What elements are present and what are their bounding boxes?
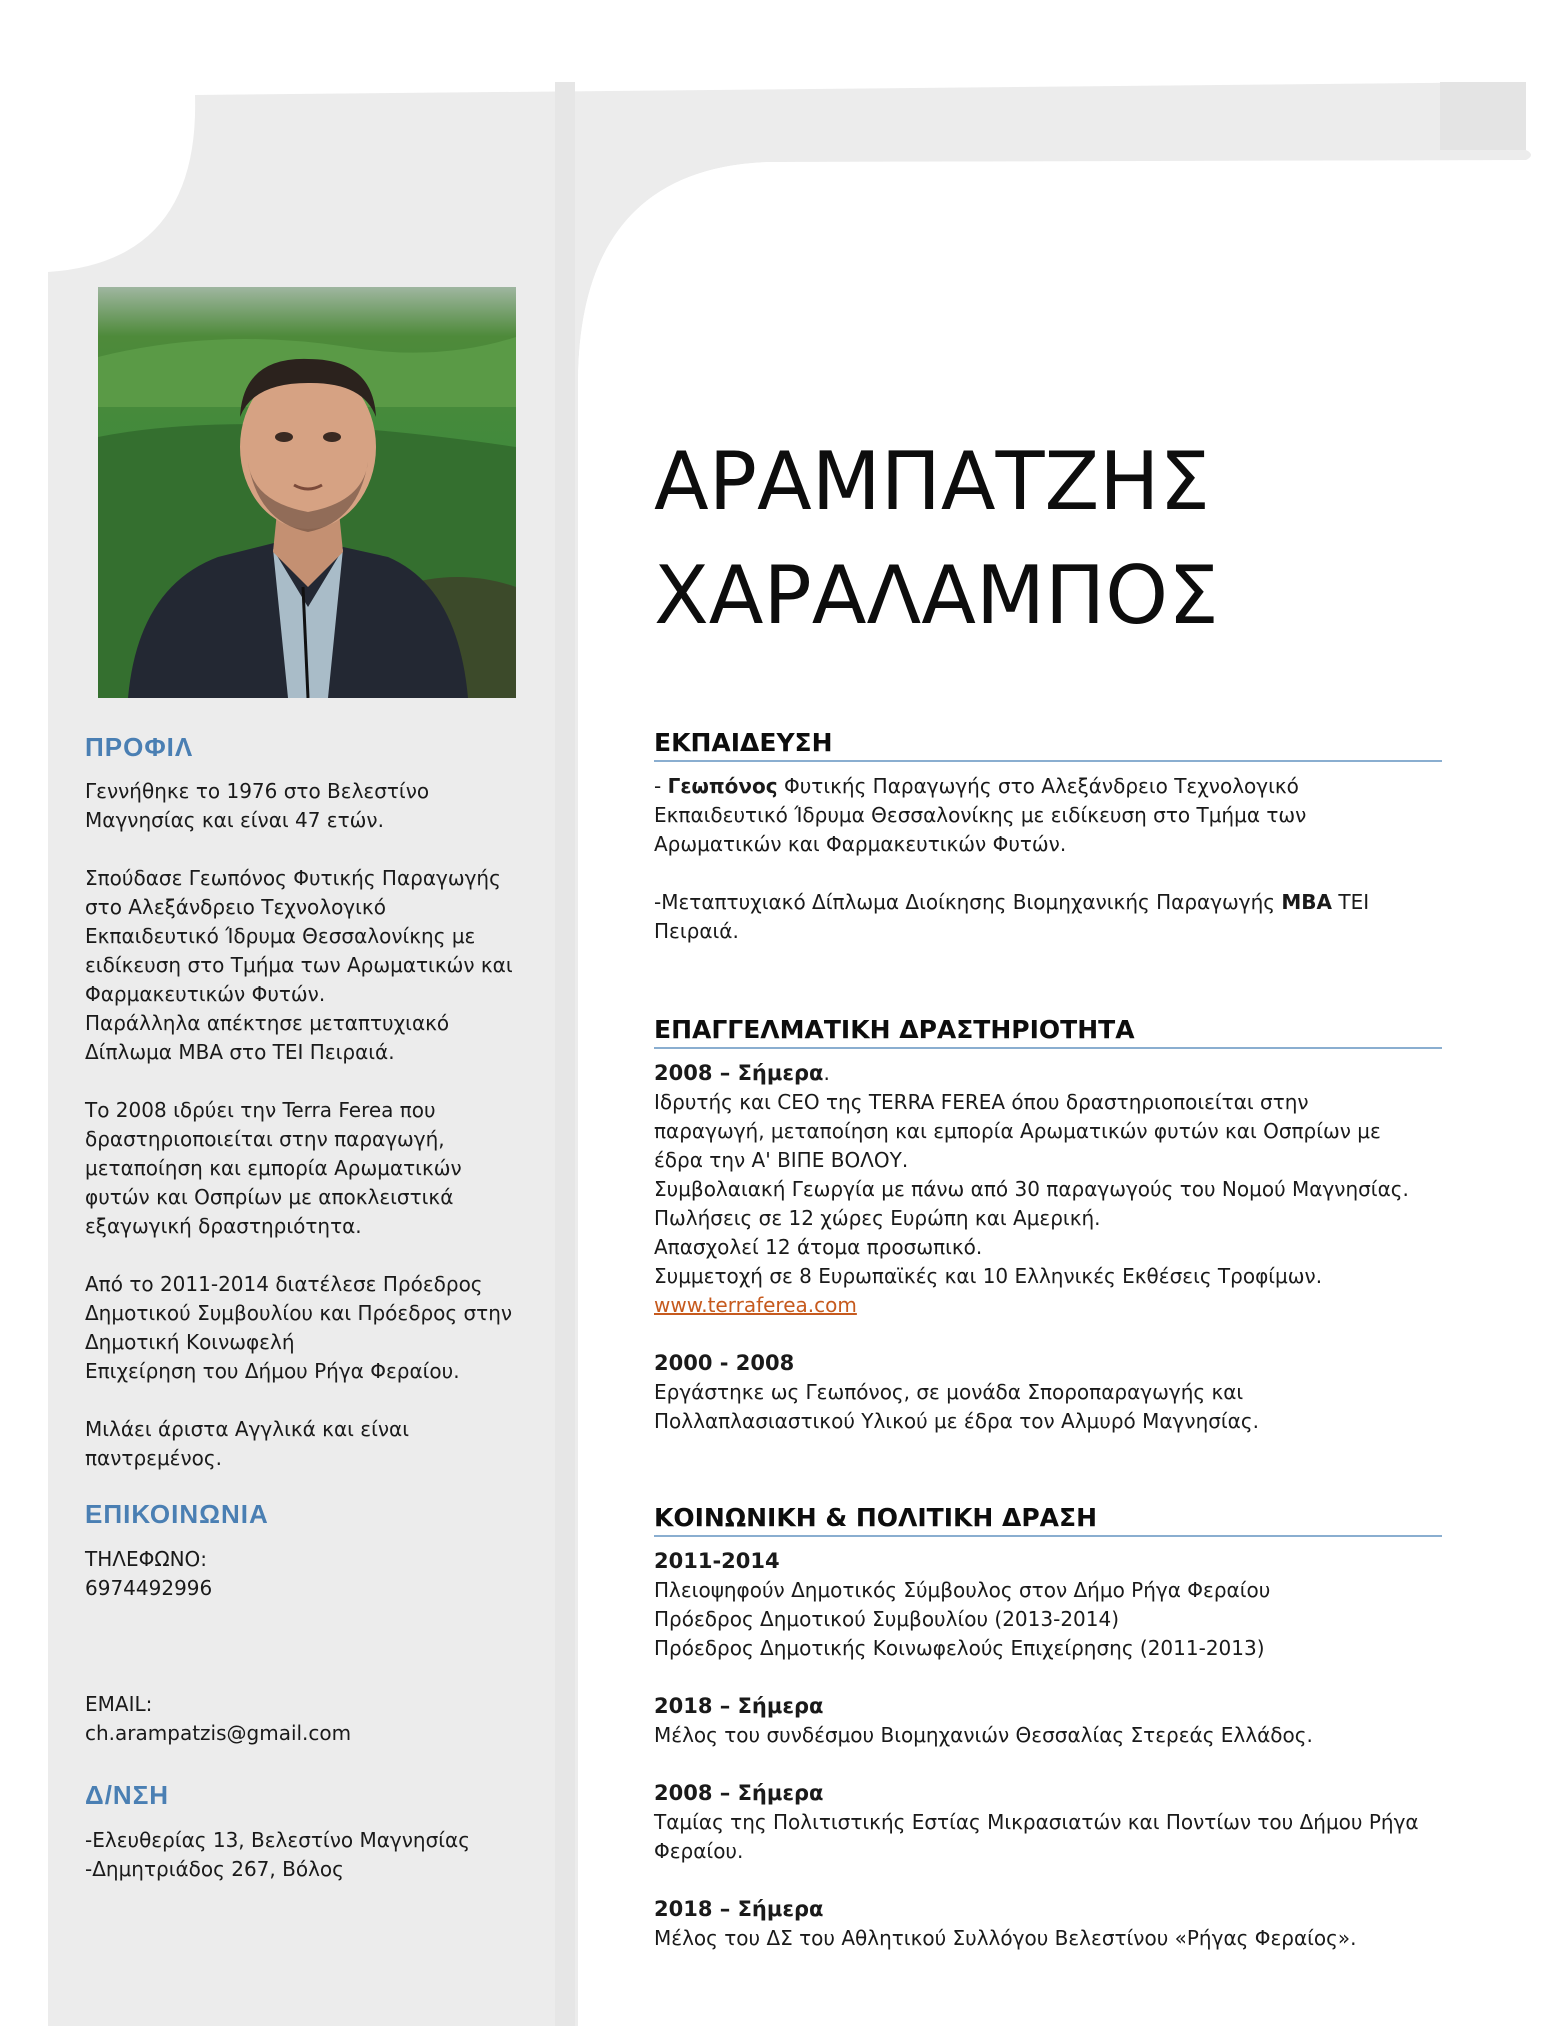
profile-line: παντρεμένος.	[85, 1446, 222, 1470]
profile-line: στο Αλεξάνδρειο Τεχνολογικό	[85, 895, 386, 919]
profile-line: Δίπλωμα MBA στο ΤΕΙ Πειραιά.	[85, 1040, 395, 1064]
job-line: Ιδρυτής και CEO της TERRA FEREA όπου δραστηριοποιείται στην	[654, 1090, 1309, 1114]
page-title	[654, 425, 1219, 653]
period-label: 2008 – Σήμερα	[654, 1061, 824, 1085]
education-item	[654, 888, 1442, 917]
social-line: Πλειοψηφούν Δημοτικός Σύμβουλος στον Δήμο Ρήγα Φεραίου	[654, 1578, 1271, 1602]
job-line: Πολλαπλασιαστικού Υλικού με έδρα τον Αλμυρό Μαγνησίας.	[654, 1409, 1259, 1433]
job-line: Πωλήσεις σε 12 χώρες Ευρώπη και Αμερική.	[654, 1206, 1101, 1230]
profile-photo	[98, 287, 516, 698]
job-line: Συμβολαιακή Γεωργία με πάνω από 30 παραγωγούς του Νομού Μαγνησίας.	[654, 1177, 1409, 1201]
education-body	[654, 772, 1442, 946]
profile-paragraph	[85, 1270, 555, 1386]
period-label: 2018 – Σήμερα	[654, 1897, 824, 1921]
job-line: παραγωγή, μεταποίηση και εμπορία Αρωματικών φυτών και Οσπρίων με	[654, 1119, 1381, 1143]
professional-section	[654, 1015, 1442, 1436]
professional-body	[654, 1059, 1442, 1436]
period-label: 2000 - 2008	[654, 1351, 795, 1375]
profile-text	[85, 777, 555, 1473]
profile-paragraph	[85, 864, 555, 1067]
education-text: Αρωματικών και Φαρμακευτικών Φυτών.	[654, 832, 1067, 856]
profile-line: δραστηριοποιείται στην παραγωγή,	[85, 1127, 445, 1151]
profile-line: Μιλάει άριστα Αγγλικά και είναι	[85, 1417, 409, 1441]
contact-email	[85, 1690, 555, 1748]
address-line: -Δημητριάδος 267, Βόλος	[85, 1857, 344, 1881]
profile-line: μεταποίηση και εμπορία Αρωματικών	[85, 1156, 462, 1180]
period-suffix: .	[823, 1061, 830, 1085]
profile-line: Δημοτική Κοινωφελή	[85, 1330, 295, 1354]
job-period	[654, 1059, 1442, 1088]
profile-paragraph	[85, 1415, 555, 1473]
email-label: EMAIL:	[85, 1692, 153, 1716]
education-text: -Μεταπτυχιακό Δίπλωμα Διοίκησης Βιομηχανικής Παραγωγής	[654, 890, 1282, 914]
profile-line: Επιχείρηση του Δήμου Ρήγα Φεραίου.	[85, 1359, 460, 1383]
phone-label: ΤΗΛΕΦΩΝΟ:	[85, 1547, 208, 1571]
profile-paragraph	[85, 1096, 555, 1241]
profile-line: Παράλληλα απέκτησε μεταπτυχιακό	[85, 1011, 450, 1035]
profile-line: Φαρμακευτικών Φυτών.	[85, 982, 326, 1006]
social-line: Πρόεδρος Δημοτικού Συμβουλίου (2013-2014)	[654, 1607, 1120, 1631]
professional-heading: ΕΠΑΓΓΕΛΜΑΤΙΚΗ ΔΡΑΣΤΗΡΙΟΤΗΤΑ	[654, 1015, 1442, 1049]
profile-line: Το 2008 ιδρύει την Terra Ferea που	[85, 1098, 436, 1122]
surname: ΑΡΑΜΠΑΤΖΗΣ	[654, 435, 1210, 528]
job-line: Απασχολεί 12 άτομα προσωπικό.	[654, 1235, 983, 1259]
education-text: Εκπαιδευτικό Ίδρυμα Θεσσαλονίκης με ειδίκευση στο Τμήμα των	[654, 803, 1307, 827]
profile-heading: ΠΡΟΦΙΛ	[85, 732, 194, 762]
job-line: Συμμετοχή σε 8 Ευρωπαϊκές και 10 Ελληνικές Εκθέσεις Τροφίμων.	[654, 1264, 1323, 1288]
phone-value[interactable]: 6974492996	[85, 1576, 213, 1600]
profile-line: εξαγωγική δραστηριότητα.	[85, 1214, 362, 1238]
period-label: 2018 – Σήμερα	[654, 1694, 824, 1718]
education-text: Πειραιά.	[654, 919, 739, 943]
education-item	[654, 772, 1442, 801]
degree-title: Γεωπόνος	[667, 774, 778, 798]
profile-line: Εκπαιδευτικό Ίδρυμα Θεσσαλονίκης με	[85, 924, 476, 948]
social-line: Φεραίου.	[654, 1839, 744, 1863]
email-value[interactable]: ch.arampatzis@gmail.com	[85, 1721, 352, 1745]
profile-line: ειδίκευση στο Τμήμα των Αρωματικών και	[85, 953, 513, 977]
profile-line: Δημοτικού Συμβουλίου και Πρόεδρος στην	[85, 1301, 513, 1325]
period-label: 2008 – Σήμερα	[654, 1781, 824, 1805]
period-label: 2011-2014	[654, 1549, 780, 1573]
address-text	[85, 1826, 555, 1884]
social-line: Μέλος του συνδέσμου Βιομηχανιών Θεσσαλίας Στερεάς Ελλάδος.	[654, 1723, 1313, 1747]
social-line: Μέλος του ΔΣ του Αθλητικού Συλλόγου Βελεστίνου «Ρήγας Φεραίος».	[654, 1926, 1357, 1950]
social-section	[654, 1503, 1442, 1953]
bullet-prefix: -	[654, 774, 668, 798]
social-line: Ταμίας της Πολιτιστικής Εστίας Μικρασιατών και Ποντίων του Δήμου Ρήγα	[654, 1810, 1419, 1834]
education-heading: ΕΚΠΑΙΔΕΥΣΗ	[654, 728, 1442, 762]
degree-title: MBA	[1281, 890, 1333, 914]
social-line: Πρόεδρος Δημοτικής Κοινωφελούς Επιχείρησης (2011-2013)	[654, 1636, 1265, 1660]
job-line: έδρα την Α' ΒΙΠΕ ΒΟΛΟΥ.	[654, 1148, 909, 1172]
job-line: Εργάστηκε ως Γεωπόνος, σε μονάδα Σποροπαραγωγής και	[654, 1380, 1244, 1404]
education-text: ΤΕΙ	[1332, 890, 1370, 914]
profile-line: Μαγνησίας και είναι 47 ετών.	[85, 808, 384, 832]
social-body	[654, 1547, 1442, 1953]
education-text: Φυτικής Παραγωγής στο Αλεξάνδρειο Τεχνολογικό	[777, 774, 1299, 798]
social-heading: ΚΟΙΝΩΝΙΚΗ & ΠΟΛΙΤΙΚΗ ΔΡΑΣΗ	[654, 1503, 1442, 1537]
address-line: -Ελευθερίας 13, Βελεστίνο Μαγνησίας	[85, 1828, 470, 1852]
contact-phone	[85, 1545, 555, 1603]
contact-heading: ΕΠΙΚΟΙΝΩΝΙΑ	[85, 1499, 269, 1529]
given-name: ΧΑΡΑΛΑΜΠΟΣ	[654, 549, 1219, 642]
profile-line: Γεννήθηκε το 1976 στο Βελεστίνο	[85, 779, 430, 803]
profile-line: φυτών και Οσπρίων με αποκλειστικά	[85, 1185, 454, 1209]
education-section	[654, 728, 1442, 946]
profile-line: Από το 2011-2014 διατέλεσε Πρόεδρος	[85, 1272, 483, 1296]
website-link[interactable]: www.terraferea.com	[654, 1293, 857, 1317]
profile-line: Σπούδασε Γεωπόνος Φυτικής Παραγωγής	[85, 866, 501, 890]
profile-paragraph	[85, 777, 555, 835]
address-heading: Δ/ΝΣΗ	[85, 1780, 170, 1810]
